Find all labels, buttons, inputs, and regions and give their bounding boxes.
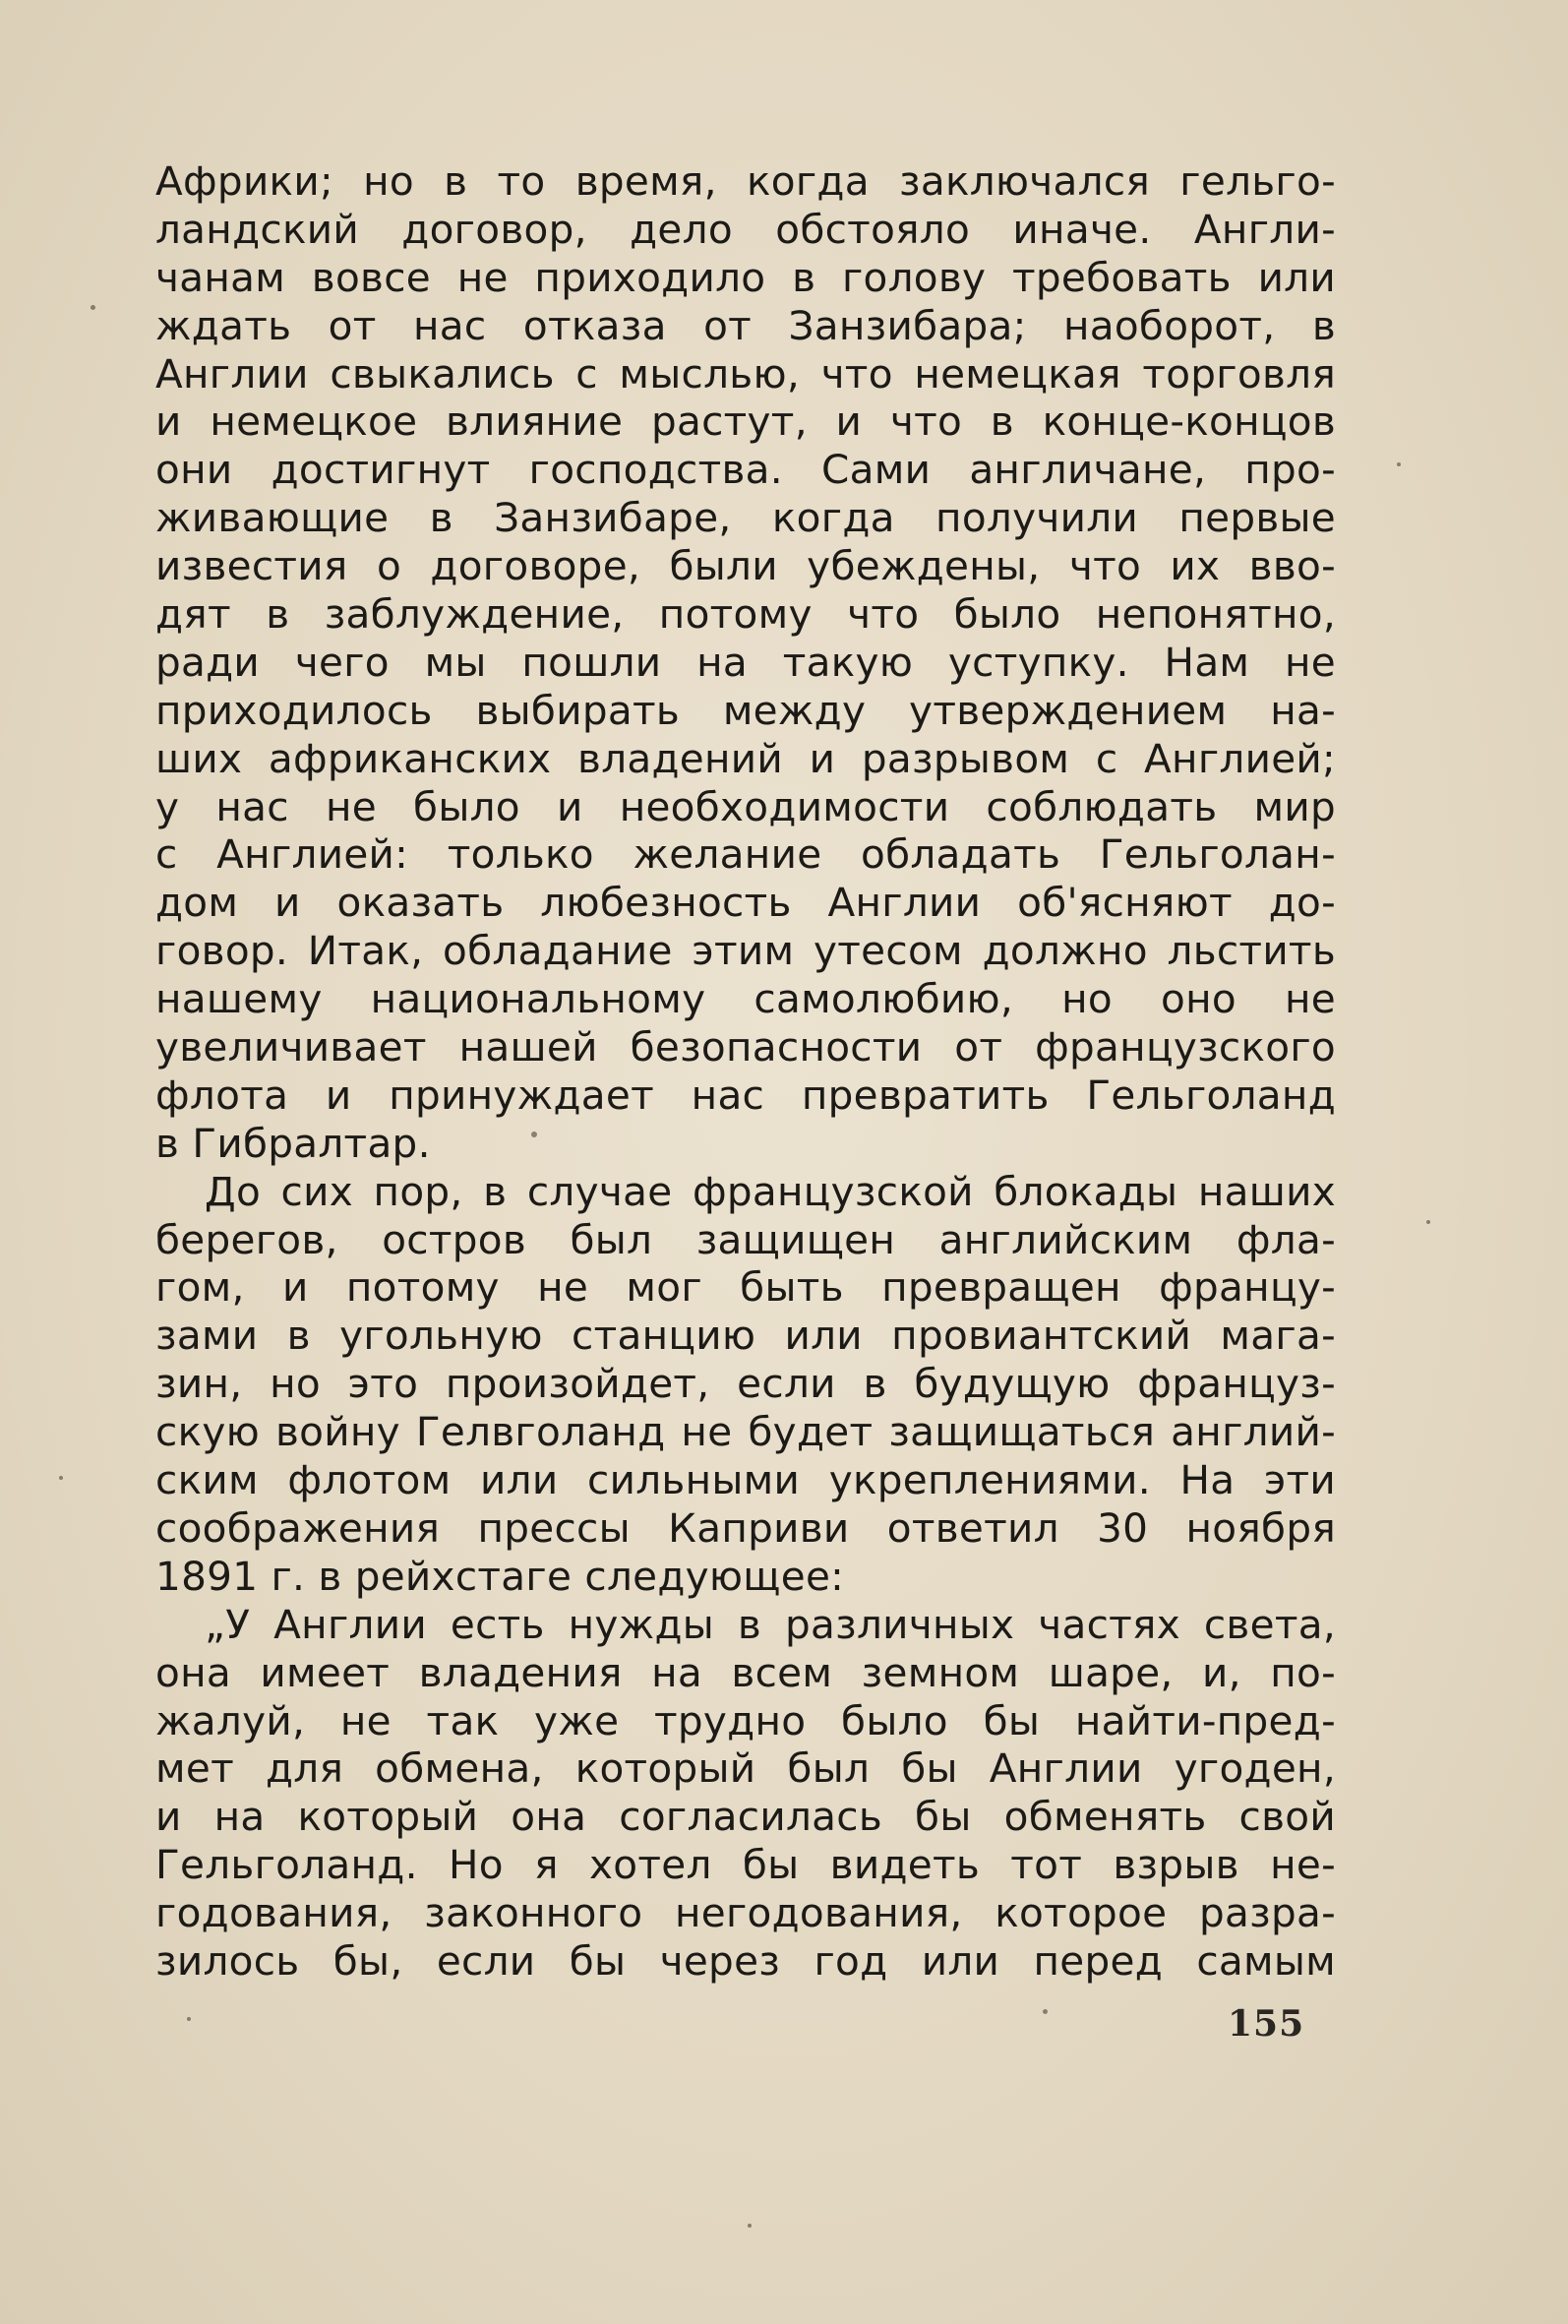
text-line-22: До сих пор, в случае французской блокады наших <box>205 1167 1336 1215</box>
text-line-7: они достигнут господства. Сами англичане, про- <box>155 446 1336 494</box>
text-line-29: соображения прессы Каприви ответил 30 ноября <box>155 1503 1336 1552</box>
paper-speck <box>1397 462 1401 466</box>
paper-speck <box>59 1476 63 1480</box>
text-line-4: ждать от нас отказа от Занзибара; наоборот, в <box>155 301 1336 349</box>
text-line-34: мет для обмена, который был бы Англии угоден, <box>155 1744 1336 1793</box>
text-line-2: ландский договор, дело обстояло иначе. Англи- <box>155 205 1336 253</box>
text-line-35: и на который она согласилась бы обменять свой <box>155 1793 1336 1841</box>
paper-speck <box>187 2017 191 2021</box>
paper-speck <box>748 2224 752 2228</box>
text-line-5: Англии свыкались с мыслью, что немецкая торговля <box>155 349 1336 398</box>
text-line-38: зилось бы, если бы через год или перед самым <box>155 1936 1336 1985</box>
text-line-20: флота и принуждает нас превратить Гельголанд <box>155 1070 1336 1119</box>
paper-speck <box>531 1131 537 1137</box>
text-line-28: ским флотом или сильными укреплениями. На эти <box>155 1456 1336 1504</box>
text-line-15: с Англией: только желание обладать Гельголан- <box>155 830 1336 879</box>
text-line-3: чанам вовсе не приходило в голову требовать или <box>155 253 1336 301</box>
text-line-37: годования, законного негодования, которое разра- <box>155 1889 1336 1937</box>
text-line-27: скую войну Гелвголанд не будет защищаться англий- <box>155 1408 1336 1456</box>
text-line-16: дом и оказать любезность Англии об'ясняют до- <box>155 879 1336 927</box>
paper-speck <box>1426 1220 1430 1224</box>
text-line-32: она имеет владения на всем земном шаре, и, по- <box>155 1648 1336 1696</box>
text-line-18: нашему национальному самолюбию, но оно не <box>155 975 1336 1023</box>
text-line-33: жалуй, не так уже трудно было бы найти-пред- <box>155 1696 1336 1744</box>
text-line-23: берегов, остров был защищен английским фла- <box>155 1215 1336 1263</box>
text-line-21: в Гибралтар. <box>155 1119 431 1167</box>
paper-speck <box>1043 2009 1048 2014</box>
text-line-24: гом, и потому не мог быть превращен францу- <box>155 1263 1336 1312</box>
text-line-25: зами в угольную станцию или провиантский мага- <box>155 1312 1336 1360</box>
page-number: 155 <box>1228 2003 1305 2045</box>
text-line-26: зин, но это произойдет, если в будущую француз- <box>155 1360 1336 1408</box>
text-line-11: ради чего мы пошли на такую уступку. Нам не <box>155 638 1336 686</box>
text-line-8: живающие в Занзибаре, когда получили первые <box>155 494 1336 542</box>
paper-speck <box>90 305 95 310</box>
text-line-13: ших африканских владений и разрывом с Англией; <box>155 734 1336 782</box>
text-line-6: и немецкое влияние растут, и что в конце-концов <box>155 398 1336 446</box>
text-line-19: увеличивает нашей безопасности от французского <box>155 1023 1336 1071</box>
text-line-9: известия о договоре, были убеждены, что их вво- <box>155 542 1336 590</box>
text-line-30: 1891 г. в рейхстаге следующее: <box>155 1552 845 1600</box>
text-line-31: „У Англии есть нужды в различных частях света, <box>205 1600 1336 1648</box>
text-line-17: говор. Итак, обладание этим утесом должно льстить <box>155 927 1336 975</box>
page-body-text <box>155 157 1336 1986</box>
text-line-10: дят в заблуждение, потому что было непонятно, <box>155 590 1336 639</box>
text-line-1: Африки; но в то время, когда заключался гельго- <box>155 157 1336 205</box>
text-line-36: Гельголанд. Но я хотел бы видеть тот взрыв не- <box>155 1841 1336 1889</box>
text-line-12: приходилось выбирать между утверждением на- <box>155 686 1336 734</box>
text-line-14: у нас не было и необходимости соблюдать мир <box>155 782 1336 830</box>
